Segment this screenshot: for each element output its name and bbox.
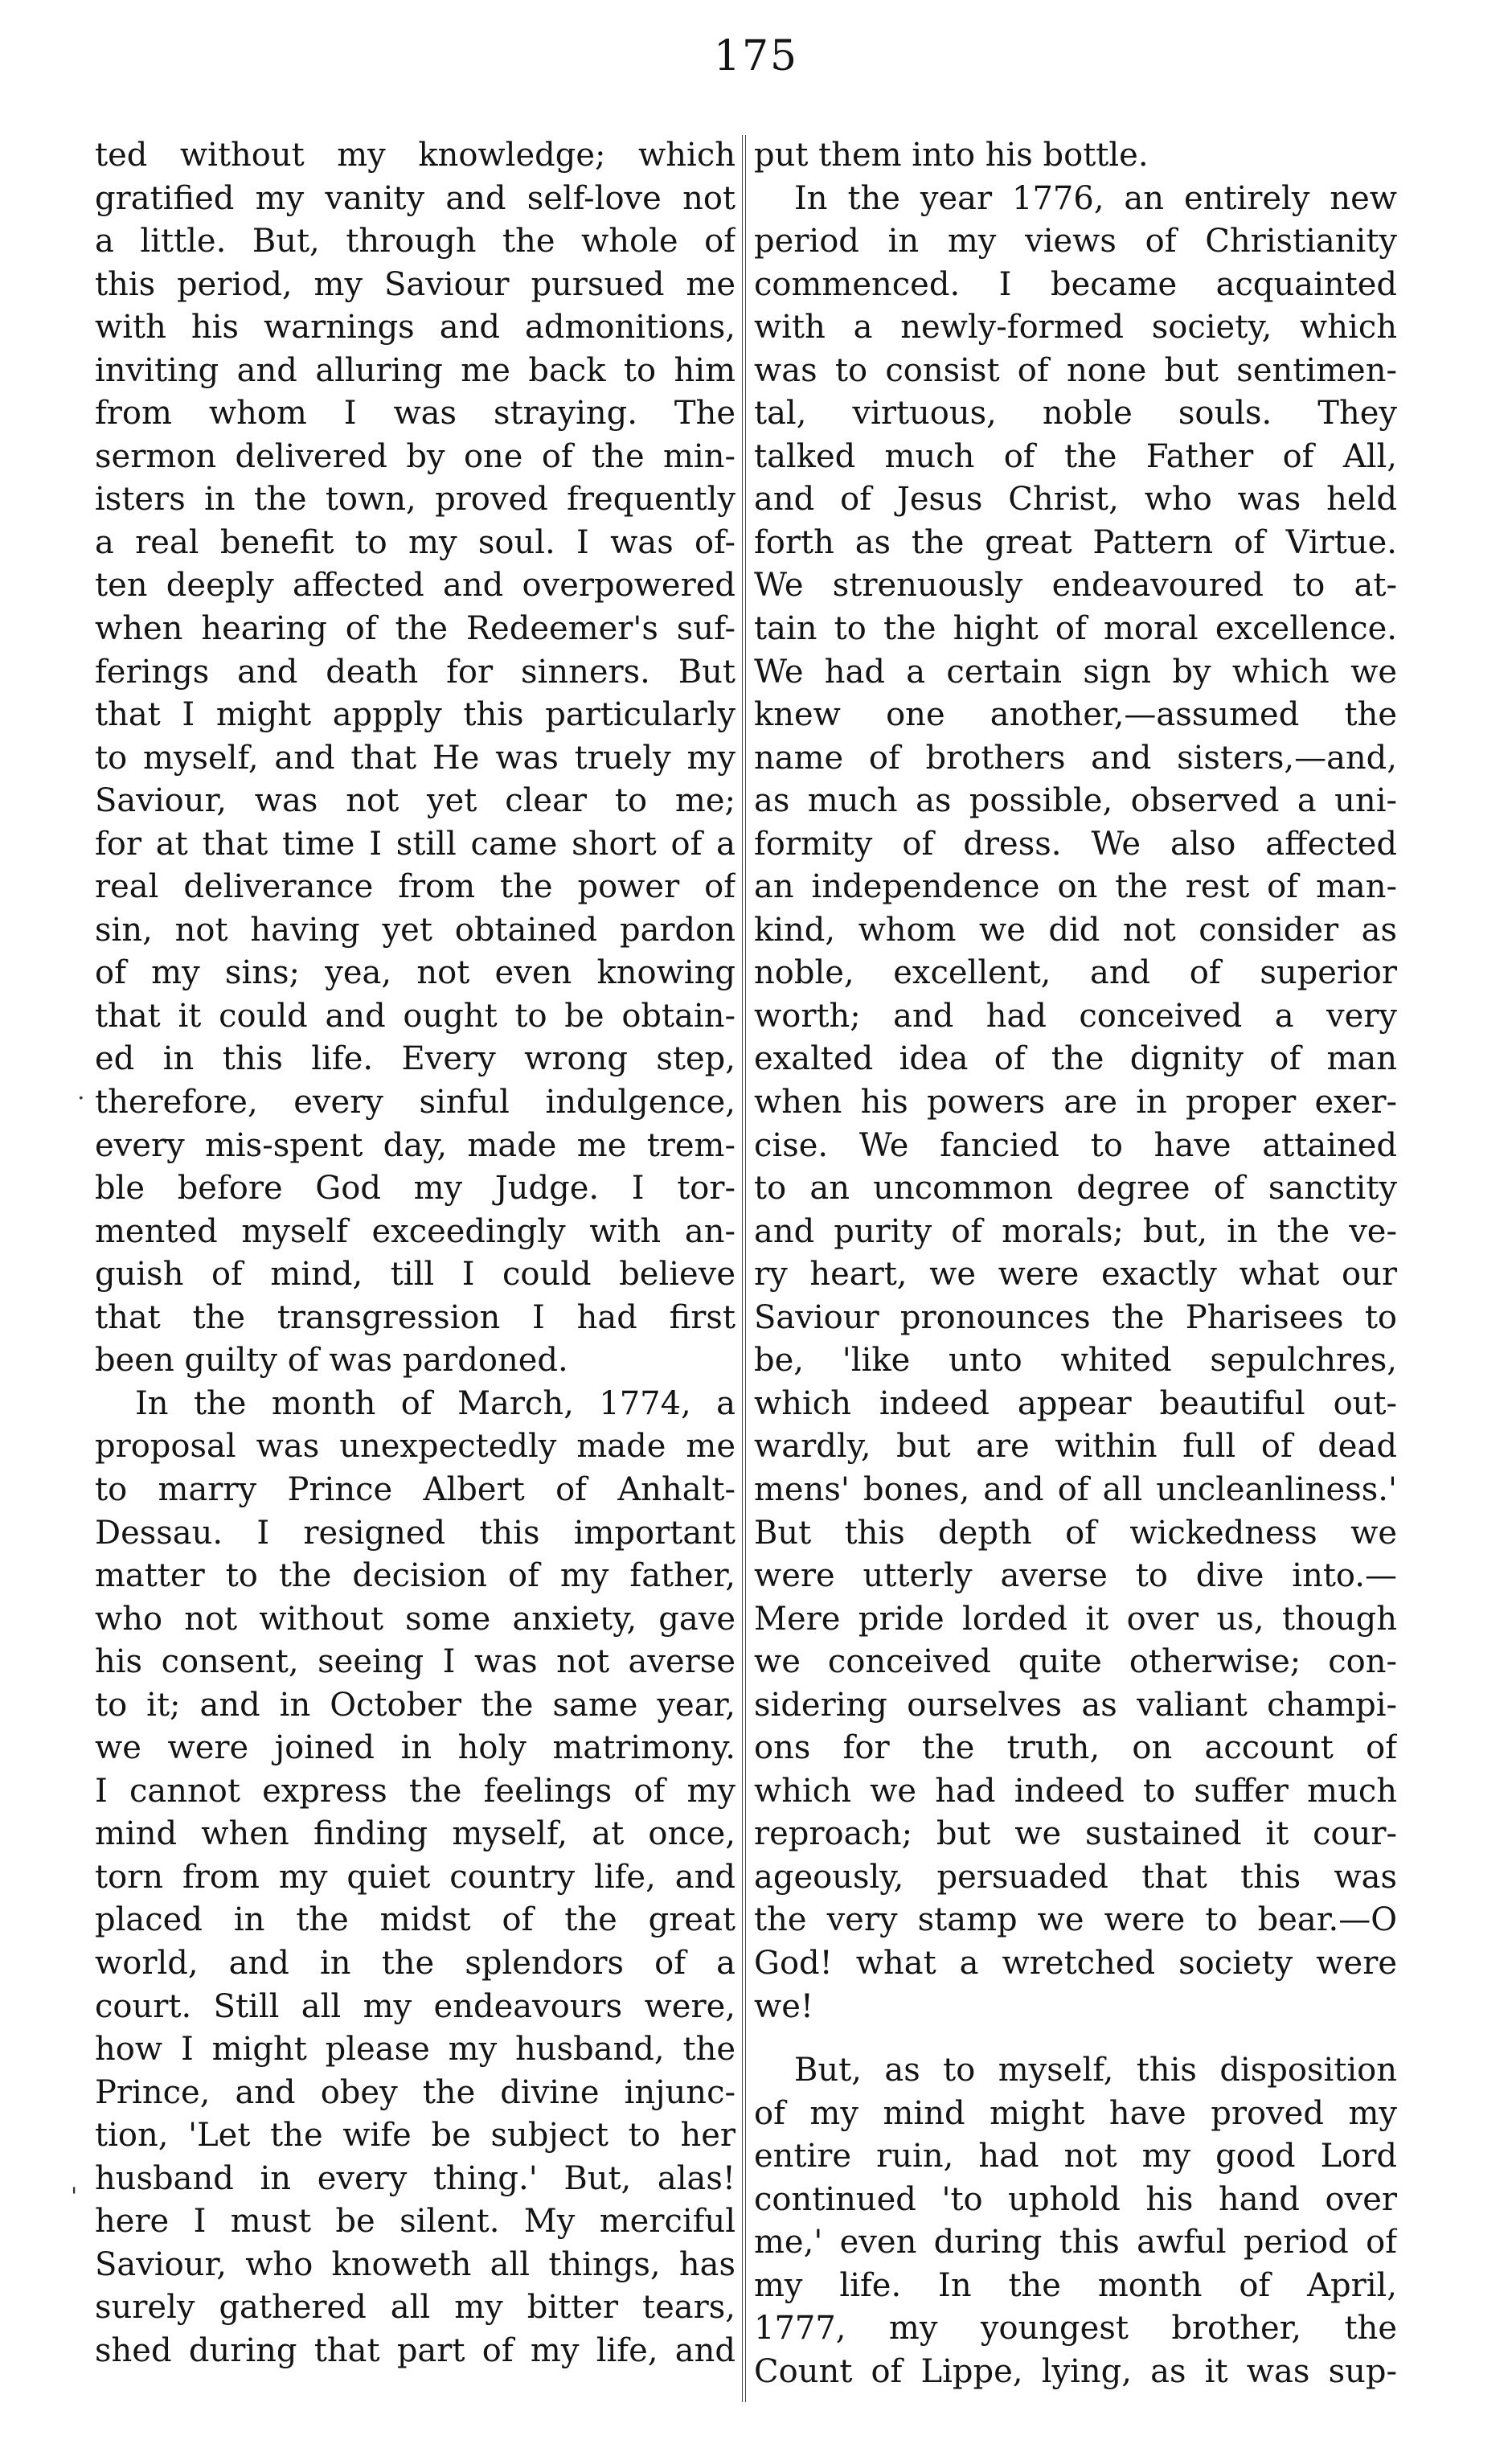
text-line: But this depth of wickedness we bbox=[754, 1514, 1397, 1552]
text-line: with his warnings and admonitions, bbox=[95, 309, 736, 346]
text-line: an independence on the rest of man- bbox=[754, 868, 1397, 906]
text-line: knew one another,—assumed the bbox=[754, 696, 1397, 734]
text-line: ons for the truth, on account of bbox=[754, 1729, 1397, 1767]
text-line: sin, not having yet obtained pardon bbox=[95, 911, 736, 949]
text-line: to an uncommon degree of sanctity bbox=[754, 1170, 1397, 1208]
text-line: continued 'to uphold his hand over bbox=[754, 2180, 1397, 2218]
text-line: matter to the decision of my father, bbox=[95, 1557, 736, 1595]
text-line: talked much of the Father of All, bbox=[754, 437, 1397, 475]
text-line: guish of mind, till I could believe bbox=[95, 1256, 736, 1294]
text-line: were utterly averse to dive into.— bbox=[754, 1557, 1397, 1595]
text-line: torn from my quiet country life, and bbox=[95, 1858, 736, 1896]
text-line: isters in the town, proved frequently bbox=[95, 481, 736, 519]
text-line: ten deeply affected and overpowered bbox=[95, 567, 736, 605]
text-line: exalted idea of the dignity of man bbox=[754, 1040, 1397, 1078]
text-line: kind, whom we did not consider as bbox=[754, 911, 1397, 949]
text-line: We had a certain sign by which we bbox=[754, 653, 1397, 691]
text-line: mind when finding myself, at once, bbox=[95, 1815, 736, 1853]
text-line: that I might appply this particularly bbox=[95, 696, 736, 734]
text-line: Saviour, was not yet clear to me; bbox=[95, 782, 736, 820]
text-line: Saviour, who knoweth all things, has bbox=[95, 2245, 736, 2283]
text-line: from whom I was straying. The bbox=[95, 395, 736, 433]
text-line: surely gathered all my bitter tears, bbox=[95, 2289, 736, 2327]
text-line: ed in this life. Every wrong step, bbox=[95, 1040, 736, 1078]
text-line: worth; and had conceived a very bbox=[754, 997, 1397, 1035]
text-line: ted without my knowledge; which bbox=[95, 137, 736, 174]
text-line: period in my views of Christianity bbox=[754, 223, 1397, 260]
text-line: tain to the hight of moral excellence. bbox=[754, 610, 1397, 648]
text-line: therefore, every sinful indulgence, bbox=[95, 1084, 736, 1121]
text-line: this period, my Saviour pursued me bbox=[95, 265, 736, 303]
text-line: ble before God my Judge. I tor- bbox=[95, 1170, 736, 1208]
text-line: was to consist of none but sentimen- bbox=[754, 351, 1397, 389]
text-line: mented myself exceedingly with an- bbox=[95, 1212, 736, 1250]
text-line: Prince, and obey the divine injunc- bbox=[95, 2073, 736, 2111]
text-line: when his powers are in proper exer- bbox=[754, 1084, 1397, 1121]
text-line: gratified my vanity and self-love not bbox=[95, 179, 736, 217]
text-line: But, as to myself, this disposition bbox=[794, 2052, 1397, 2089]
text-line: name of brothers and sisters,—and, bbox=[754, 739, 1397, 777]
left-column bbox=[95, 134, 736, 2372]
text-line: put them into his bottle. bbox=[754, 137, 1149, 174]
text-line: we conceived quite otherwise; con- bbox=[754, 1643, 1397, 1681]
text-line: noble, excellent, and of superior bbox=[754, 954, 1397, 992]
text-line: to marry Prince Albert of Anhalt- bbox=[95, 1470, 736, 1508]
text-line: my life. In the month of April, bbox=[754, 2266, 1397, 2304]
text-line: of my sins; yea, not even knowing bbox=[95, 954, 736, 992]
text-line: wardly, but are within full of dead bbox=[754, 1428, 1397, 1466]
text-line: ageously, persuaded that this was bbox=[754, 1858, 1397, 1896]
text-line: a real benefit to my soul. I was of- bbox=[95, 523, 736, 561]
text-line: we! bbox=[754, 1987, 813, 2025]
margin-mark: ' bbox=[71, 2183, 78, 2211]
right-column bbox=[754, 134, 1397, 2393]
text-line: commenced. I became acquainted bbox=[754, 265, 1397, 303]
text-line: that the transgression I had first bbox=[95, 1298, 736, 1336]
page-number: 175 bbox=[713, 32, 799, 80]
text-line: shed during that part of my life, and bbox=[95, 2331, 736, 2369]
text-line: which indeed appear beautiful out- bbox=[754, 1384, 1397, 1422]
text-line: world, and in the splendors of a bbox=[95, 1944, 736, 1982]
text-line: been guilty of was pardoned. bbox=[95, 1342, 568, 1380]
text-line: we were joined in holy matrimony. bbox=[95, 1729, 736, 1767]
text-line: ferings and death for sinners. But bbox=[95, 653, 736, 691]
text-line: proposal was unexpectedly made me bbox=[95, 1428, 736, 1466]
text-line: Saviour pronounces the Pharisees to bbox=[754, 1298, 1397, 1336]
text-line: cise. We fancied to have attained bbox=[754, 1126, 1397, 1164]
text-line: for at that time I still came short of a bbox=[95, 825, 736, 863]
text-line: husband in every thing.' But, alas! bbox=[95, 2159, 736, 2197]
text-line: entire ruin, had not my good Lord bbox=[754, 2138, 1397, 2175]
text-line: court. Still all my endeavours were, bbox=[95, 1987, 736, 2025]
text-line: placed in the midst of the great bbox=[95, 1901, 736, 1939]
margin-mark: . bbox=[77, 1077, 85, 1105]
text-line: real deliverance from the power of bbox=[95, 868, 736, 906]
text-line: tion, 'Let the wife be subject to her bbox=[95, 2117, 736, 2155]
text-line: with a newly-formed society, which bbox=[754, 309, 1397, 346]
text-line: inviting and alluring me back to him bbox=[95, 351, 736, 389]
text-line: that it could and ought to be obtain- bbox=[95, 997, 736, 1035]
text-line: Dessau. I resigned this important bbox=[95, 1514, 736, 1552]
paragraph-spacer bbox=[754, 2028, 1397, 2049]
text-line: forth as the great Pattern of Virtue. bbox=[754, 523, 1397, 561]
text-line: 1777, my youngest brother, the bbox=[754, 2310, 1397, 2348]
text-line: to it; and in October the same year, bbox=[95, 1686, 736, 1724]
text-line: sermon delivered by one of the min- bbox=[95, 437, 736, 475]
text-line: tal, virtuous, noble souls. They bbox=[754, 395, 1397, 433]
text-line: how I might please my husband, the bbox=[95, 2031, 736, 2069]
text-line: and purity of morals; but, in the ve- bbox=[754, 1212, 1397, 1250]
text-line: God! what a wretched society were bbox=[754, 1944, 1397, 1982]
text-line: Mere pride lorded it over us, though bbox=[754, 1600, 1397, 1638]
text-line: reproach; but we sustained it cour- bbox=[754, 1815, 1397, 1853]
text-line: ry heart, we were exactly what our bbox=[754, 1256, 1397, 1294]
text-line: which we had indeed to suffer much bbox=[754, 1772, 1397, 1810]
text-line: of my mind might have proved my bbox=[754, 2094, 1397, 2132]
text-line: mens' bones, and of all uncleanliness.' bbox=[754, 1470, 1397, 1508]
text-line: me,' even during this awful period of bbox=[754, 2224, 1397, 2261]
text-line: to myself, and that He was truely my bbox=[95, 739, 736, 777]
text-line: his consent, seeing I was not averse bbox=[95, 1643, 736, 1681]
text-line: sidering ourselves as valiant champi- bbox=[754, 1686, 1397, 1724]
text-line: be, 'like unto whited sepulchres, bbox=[754, 1342, 1397, 1380]
text-line: formity of dress. We also affected bbox=[754, 825, 1397, 863]
text-line: every mis-spent day, made me trem- bbox=[95, 1126, 736, 1164]
text-line: Count of Lippe, lying, as it was sup- bbox=[754, 2352, 1397, 2390]
text-line: as much as possible, observed a uni- bbox=[754, 782, 1397, 820]
text-line: when hearing of the Redeemer's suf- bbox=[95, 610, 736, 648]
text-line: We strenuously endeavoured to at- bbox=[754, 567, 1397, 605]
column-divider bbox=[742, 135, 746, 2402]
text-line: a little. But, through the whole of bbox=[95, 223, 736, 260]
text-line: the very stamp we were to bear.—O bbox=[754, 1901, 1397, 1939]
text-line: In the month of March, 1774, a bbox=[135, 1384, 736, 1422]
text-line: In the year 1776, an entirely new bbox=[794, 179, 1397, 217]
text-line: here I must be silent. My merciful bbox=[95, 2203, 736, 2241]
text-line: I cannot express the feelings of my bbox=[95, 1772, 736, 1810]
text-line: who not without some anxiety, gave bbox=[95, 1600, 736, 1638]
text-line: and of Jesus Christ, who was held bbox=[754, 481, 1397, 519]
